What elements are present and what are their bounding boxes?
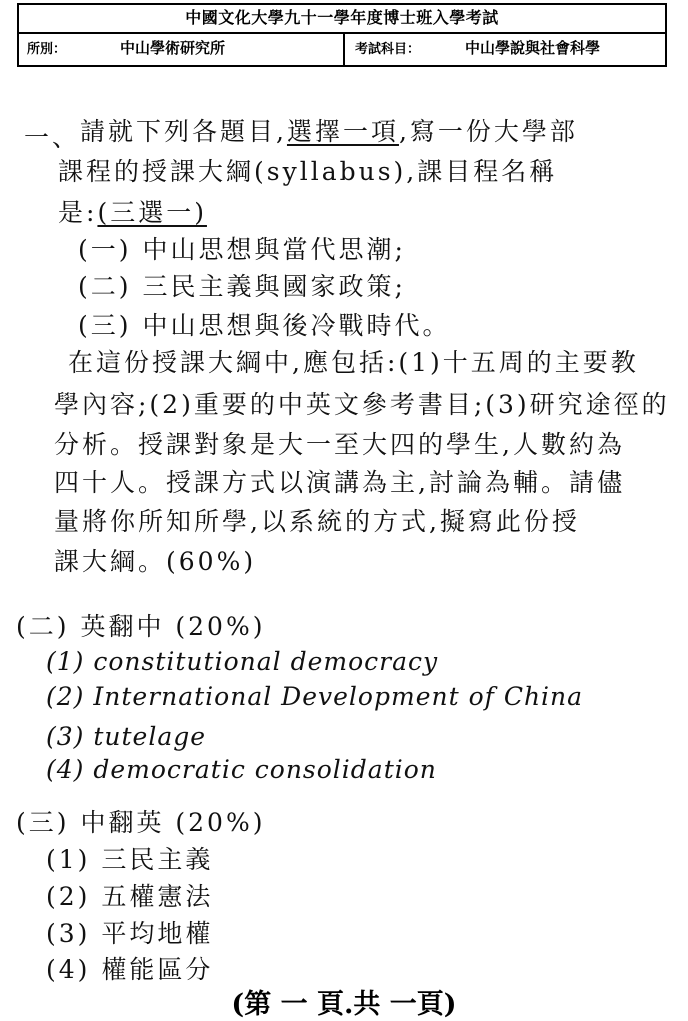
section1-para-line: 在這份授課大綱中,應包括:(1)十五周的主要教	[68, 348, 639, 377]
section1-number: 一、	[24, 123, 81, 152]
section1-select-one: 選擇一項	[286, 117, 399, 146]
section2-item: (4) democratic consolidation	[46, 755, 437, 784]
section2-item: (2) International Development of China	[46, 682, 584, 711]
subject-label: 考試科目：	[355, 42, 421, 57]
section1-option-2: (二) 三民主義與國家政策;	[78, 272, 406, 301]
page-number-footer: (第 一 頁.共 一頁)	[231, 989, 457, 1020]
section3-heading: (三) 中翻英 (20%)	[16, 808, 266, 837]
section1-para-line: 分析。授課對象是大一至大四的學生,人數約為	[54, 430, 625, 459]
section1-choose-one: (三選一)	[97, 198, 207, 227]
section3-item: (3) 平均地權	[46, 919, 214, 948]
section1-line3	[58, 193, 207, 229]
dept-value: 中山學術研究所	[120, 39, 226, 57]
header-divider	[343, 34, 345, 65]
subject-value: 中山學說與社會科學	[465, 39, 601, 57]
section1-para-line: 四十人。授課方式以演講為主,討論為輔。請儘	[54, 468, 625, 497]
section3-item: (1) 三民主義	[46, 845, 214, 874]
section1-line2: 課程的授課大綱(syllabus),課目程名稱	[58, 157, 558, 186]
section1-para-line: 量將你所知所學,以系統的方式,擬寫此份授	[54, 507, 580, 536]
section1-para-line: 課大綱。(60%)	[54, 547, 257, 576]
section1-option-1: (一) 中山思想與當代思潮;	[78, 235, 406, 264]
section1-line1-a: 請就下列各題目,	[80, 117, 287, 146]
section1-line1	[80, 112, 578, 148]
section1-line3-a: 是:	[58, 198, 98, 227]
section2-item: (1) constitutional democracy	[46, 647, 439, 676]
dept-label: 所別：	[27, 42, 67, 57]
exam-title: 中國文化大學九十一學年度博士班入學考試	[17, 3, 667, 34]
section2-heading: (二) 英翻中 (20%)	[16, 612, 266, 641]
section3-item: (2) 五權憲法	[46, 882, 214, 911]
section1-option-3: (三) 中山思想與後冷戰時代。	[78, 311, 451, 340]
section2-item: (3) tutelage	[46, 722, 207, 751]
section1-line1-c: ,寫一份大學部	[398, 117, 578, 146]
section3-item: (4) 權能區分	[46, 955, 214, 984]
section1-para-line: 學內容;(2)重要的中英文參考書目;(3)研究途徑的	[54, 390, 670, 419]
